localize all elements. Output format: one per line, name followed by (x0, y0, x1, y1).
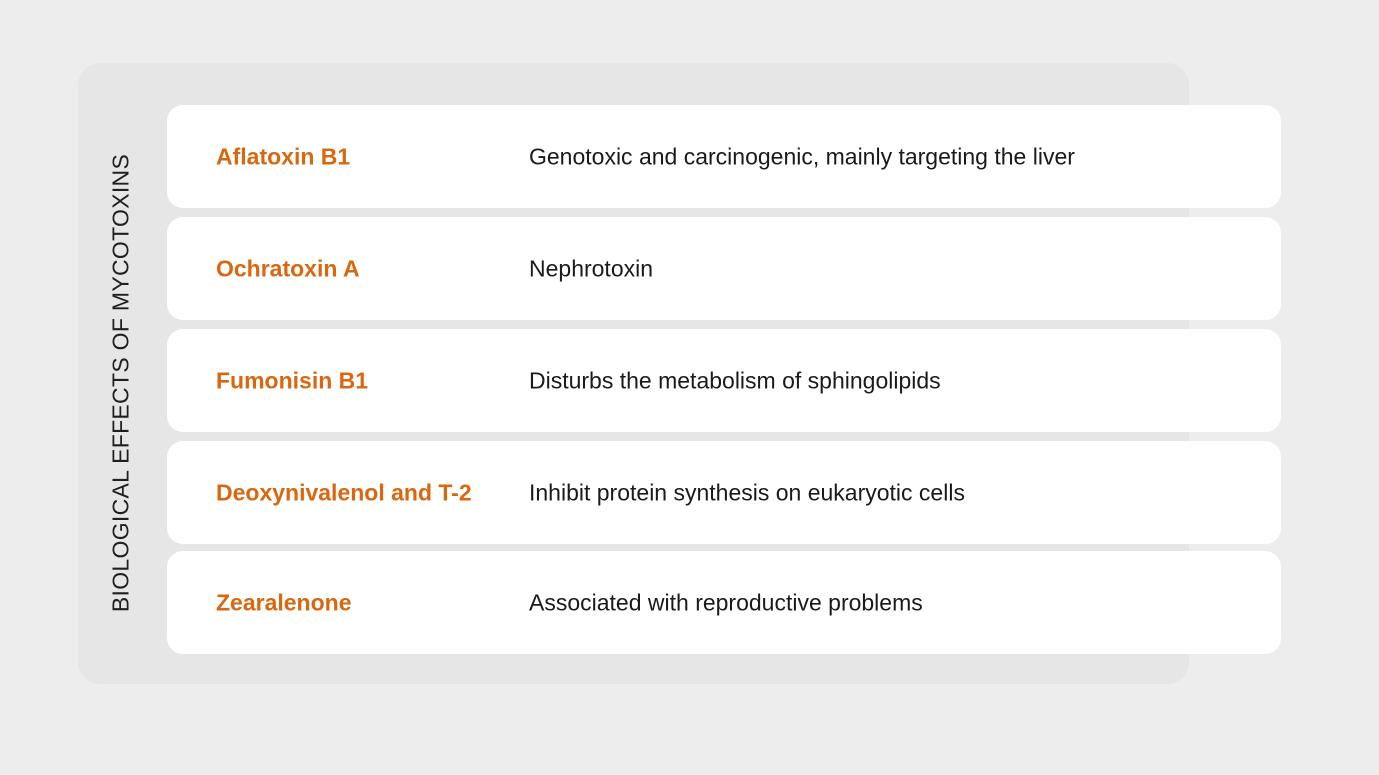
table-row (167, 217, 1281, 320)
toxin-effect: Nephrotoxin (529, 255, 654, 281)
toxin-name: Fumonisin B1 (216, 367, 369, 393)
vertical-title: BIOLOGICAL EFFECTS OF MYCOTOXINS (107, 153, 134, 613)
toxin-name: Aflatoxin B1 (216, 143, 351, 169)
toxin-effect: Inhibit protein synthesis on eukaryotic cells (529, 479, 965, 505)
toxin-name: Zearalenone (216, 589, 352, 615)
table-row (167, 105, 1281, 208)
toxin-effect: Associated with reproductive problems (529, 589, 923, 615)
table-row (167, 329, 1281, 432)
table-row (167, 441, 1281, 544)
toxin-name: Deoxynivalenol and T-2 (216, 479, 472, 505)
toxin-name: Ochratoxin A (216, 255, 360, 281)
toxin-effect: Genotoxic and carcinogenic, mainly targeting the liver (529, 143, 1075, 169)
table-row (167, 551, 1281, 654)
toxin-effect: Disturbs the metabolism of sphingolipids (529, 367, 941, 393)
